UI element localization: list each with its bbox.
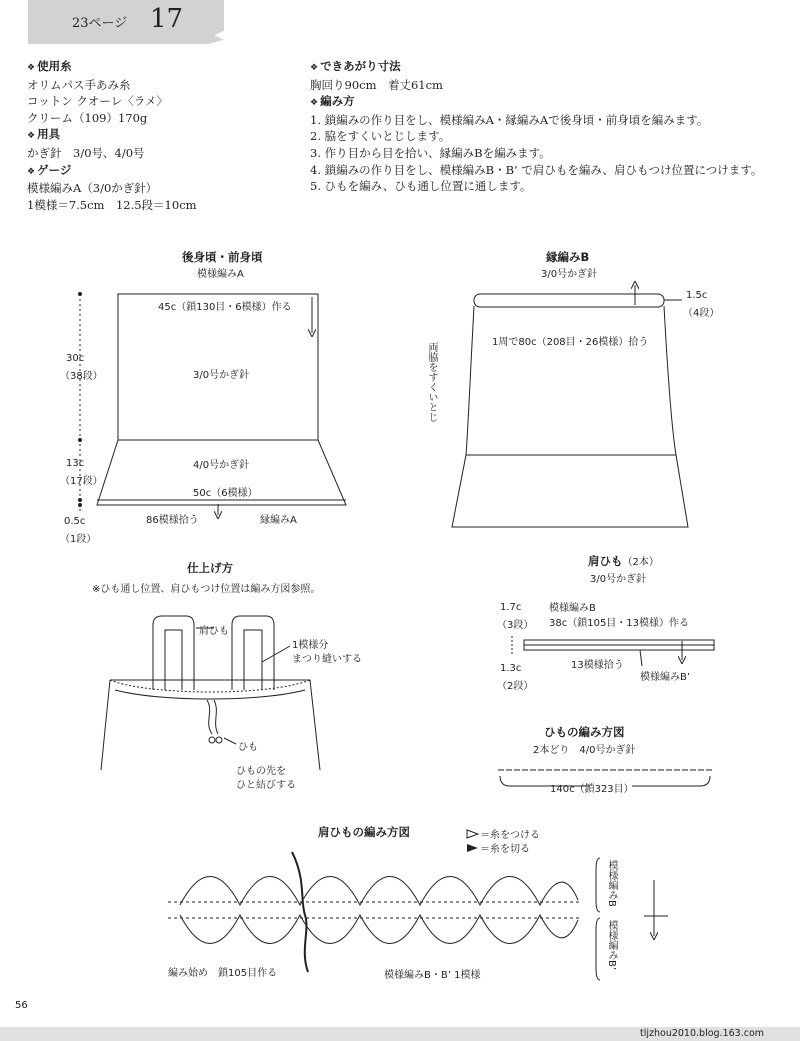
body-bottom-width: 50c（6模様）: [193, 488, 258, 499]
strap-pattern-b2: 模様編みB’: [640, 672, 691, 683]
strap-chart-start: 編み始め 鎖105目作る: [168, 968, 278, 979]
body-height-3-rows: （1段）: [60, 534, 97, 545]
yarn-line: コットン クオーレ〈ラメ〉: [27, 94, 168, 109]
body-panel-outline: [97, 294, 346, 505]
strap-chart-motifs: [168, 852, 580, 972]
strap-subtitle: 3/0号かぎ針: [590, 574, 647, 585]
edging-b-pickup: 1周で80c（208目・26模様）拾う: [492, 337, 649, 348]
gauge-line: 模様編みA（3/0かぎ針）: [27, 181, 158, 196]
finishing-tie-label-2: ひと結びする: [236, 780, 296, 791]
yarn-heading: ❖ 使用糸: [27, 58, 197, 77]
method-step: 1. 鎖編みの作り目をし、模様編みA・縁編みAで後身頃・前身頃を編みます。: [310, 112, 709, 127]
body-pickup: 86模様拾う: [146, 515, 199, 526]
method-step: 4. 鎖編みの作り目をし、模様編みB・B’ で肩ひもを編み、肩ひもつけ位置につけます。: [310, 162, 763, 177]
body-needle-1: 3/0号かぎ針: [193, 370, 250, 381]
yarn-line: クリーム（109）170g: [27, 110, 148, 125]
strap-chart-side-b: 模様編みB: [606, 860, 617, 907]
edging-b-title: 縁編みB: [546, 250, 590, 264]
method-step: 2. 脇をすくいとじします。: [310, 129, 451, 144]
edging-b-subtitle: 3/0号かぎ針: [541, 269, 598, 280]
cord-length: 140c（鎖323目）: [550, 784, 634, 795]
strap-width: 38c（鎖105目・13模様）作る: [549, 618, 690, 629]
finishing-tie-label: ひもの先を: [236, 766, 286, 777]
edging-b-side-note: 両脇をすくいとじ: [426, 342, 437, 422]
strap-height-1: 1.7c: [500, 602, 522, 613]
body-subtitle: 模様編みA: [197, 269, 244, 280]
body-height-2-rows: （17段）: [60, 476, 103, 487]
finishing-strap-label: 肩ひも: [199, 626, 229, 637]
finishing-note: ※ひも通し位置、肩ひもつけ位置は編み方図参照。: [92, 584, 321, 595]
body-needle-2: 4/0号かぎ針: [193, 460, 250, 471]
method-step: 3. 作り目から目を拾い、縁編みBを編みます。: [310, 145, 551, 160]
strap-chart-side-b2: 模様編みB’: [606, 920, 617, 971]
finishing-sew-label: 1模様分: [292, 640, 329, 651]
cord-subtitle: 2本どり 4/0号かぎ針: [533, 745, 636, 756]
finished-line: 胸回り90cm 着丈61cm: [310, 77, 443, 92]
edging-b-rows: （4段）: [683, 308, 720, 319]
tools-line: かぎ針 3/0号、4/0号: [27, 145, 145, 160]
page-reference: 23ページ: [72, 16, 128, 31]
pattern-number: 17: [150, 4, 184, 34]
strap-height-2-rows: （2段）: [497, 681, 534, 692]
strap-pickup: 13模様拾う: [571, 660, 624, 671]
gauge-line: 1模様＝7.5cm 12.5段＝10cm: [27, 197, 197, 212]
body-height-2: 13c: [66, 458, 85, 469]
strap-title: 肩ひも（2本）: [588, 554, 659, 568]
method-step: 5. ひもを編み、ひも通し位置に通します。: [310, 179, 532, 194]
finishing-sew-label-2: まつり縫いする: [292, 654, 362, 665]
body-height-1-rows: （38段）: [60, 371, 103, 382]
legend-cut: ＝糸を切る: [480, 844, 530, 855]
method-heading: ❖ 編み方: [310, 93, 762, 112]
finishing-cord: [207, 700, 218, 734]
body-top-width: 45c（鎖130目・6模様）作る: [158, 302, 292, 313]
cord-title: ひもの編み方図: [544, 725, 625, 739]
tools-heading: ❖ 用具: [27, 126, 197, 145]
finishing-strap-right: [232, 616, 274, 690]
yarn-line: オリムパス手あみ糸: [27, 77, 131, 92]
body-edge-label: 縁編みA: [260, 515, 297, 526]
finishing-strap-left: [153, 616, 194, 690]
finishing-cord-label: ひも: [238, 742, 258, 753]
strap-chart-repeat: 模様編みB・B’ 1模様: [384, 970, 481, 981]
page-number: 56: [15, 1000, 28, 1011]
finishing-title: 仕上げ方: [187, 561, 233, 575]
footer-url: tljzhou2010.blog.163.com: [640, 1028, 765, 1039]
body-height-1: 30c: [66, 353, 85, 364]
edging-b-height: 1.5c: [686, 290, 708, 301]
strap-height-2: 1.3c: [500, 663, 522, 674]
strap-chart-title: 肩ひもの編み方図: [318, 825, 410, 839]
body-title: 後身頃・前身頃: [182, 250, 263, 264]
finished-heading: ❖ できあがり寸法: [310, 58, 762, 77]
legend-attach: ＝糸をつける: [480, 830, 540, 841]
body-height-3: 0.5c: [64, 516, 86, 527]
strap-pattern-b: 模様編みB: [549, 603, 596, 614]
gauge-heading: ❖ ゲージ: [27, 162, 197, 181]
strap-height-1-rows: （3段）: [497, 620, 534, 631]
